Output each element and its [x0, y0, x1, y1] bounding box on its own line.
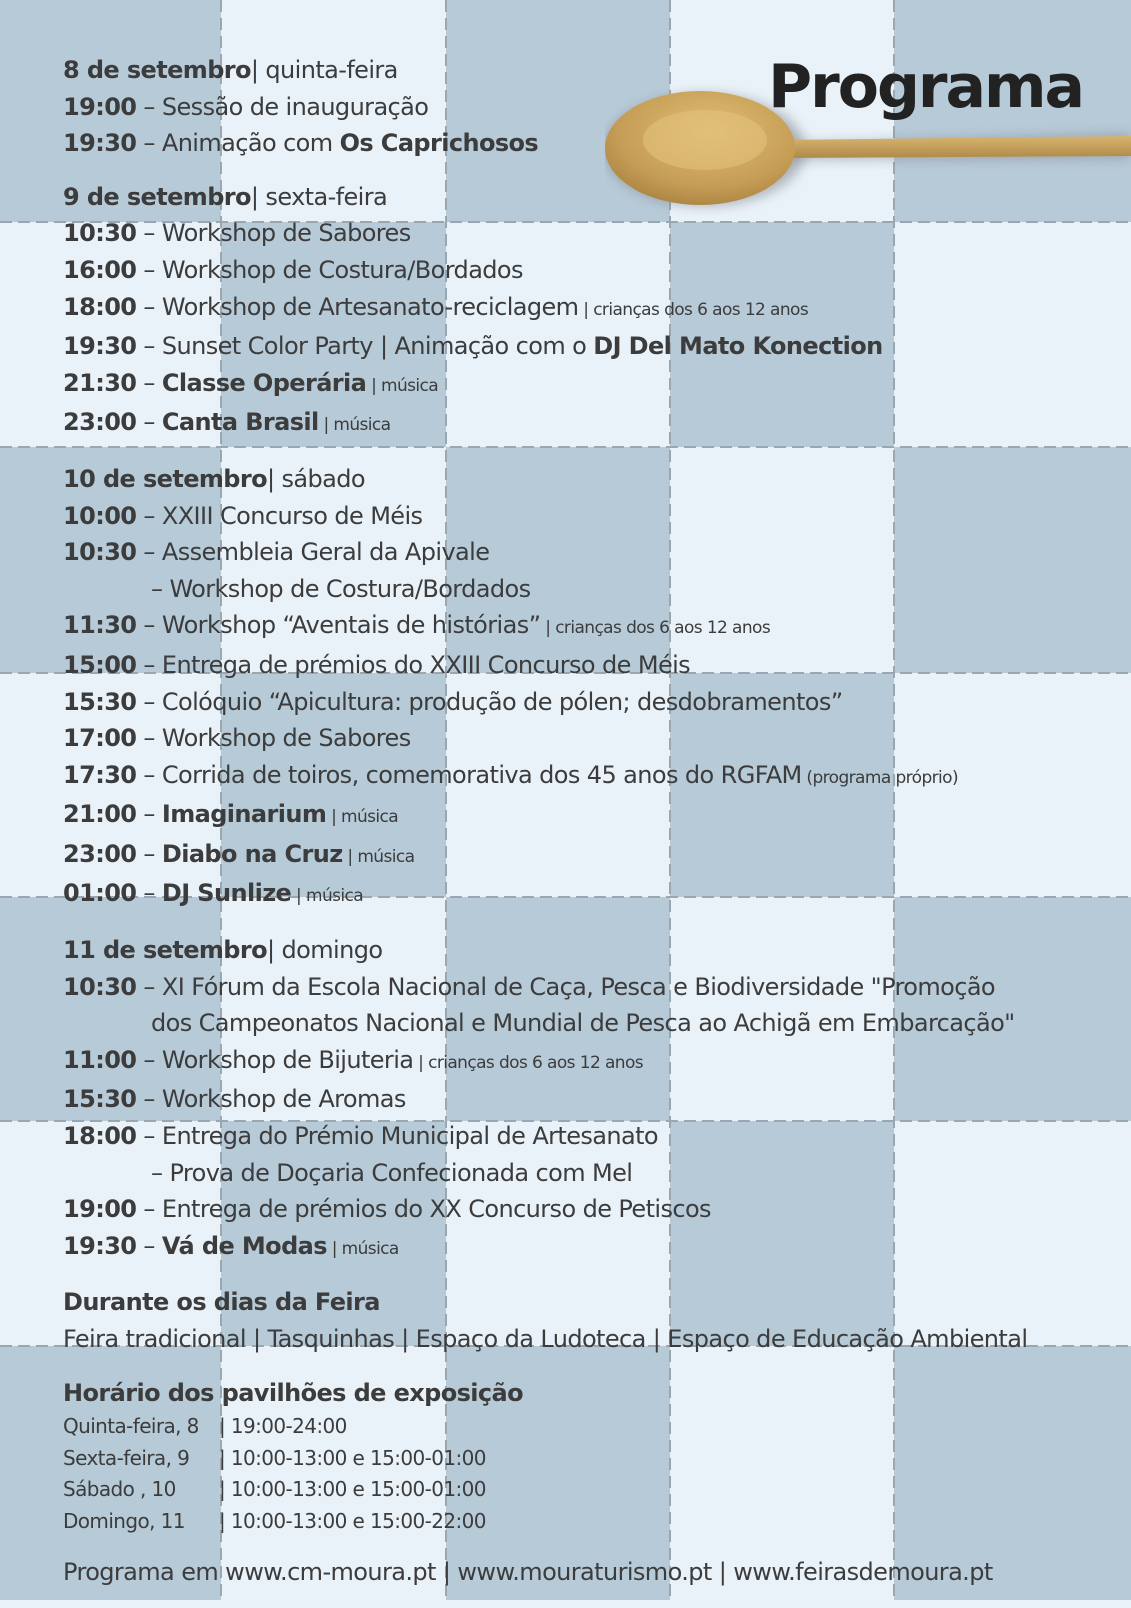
event-highlight: Canta Brasil	[161, 408, 319, 437]
hours-time: | 19:00-24:00	[219, 1414, 347, 1439]
event-dash: –	[136, 800, 162, 829]
hours-day: Sábado , 10	[63, 1477, 176, 1502]
event-time: 01:00	[63, 879, 137, 908]
event-dash: –	[151, 1158, 170, 1187]
event-time: 10:00	[63, 501, 137, 530]
event-row	[63, 125, 1103, 162]
hours-section	[63, 1375, 1103, 1538]
event-time: 19:00	[63, 1195, 137, 1224]
event-text: Entrega de prémios do XXIII Concurso de Méis	[161, 650, 691, 679]
event-dash: –	[136, 611, 162, 640]
event-highlight: Classe Operária	[161, 368, 367, 397]
event-row	[63, 647, 1103, 684]
hours-row	[63, 1474, 1103, 1506]
event-time: 16:00	[63, 255, 137, 284]
event-row	[63, 796, 1103, 836]
event-dash: –	[136, 408, 162, 437]
event-row	[63, 836, 1103, 876]
hours-time: | 10:00-13:00 e 15:00-01:00	[219, 1445, 486, 1470]
event-dash: –	[136, 129, 162, 158]
event-text: Animação com	[161, 129, 340, 158]
event-time: 11:30	[63, 611, 137, 640]
event-highlight: Diabo na Cruz	[161, 839, 343, 868]
event-time: 10:30	[63, 219, 137, 248]
event-time: 15:30	[63, 687, 137, 716]
day-date: 10 de setembro	[63, 464, 267, 493]
event-row	[63, 757, 1103, 797]
event-row	[63, 571, 1103, 608]
event-text: Entrega de prémios do XX Concurso de Petiscos	[161, 1195, 711, 1224]
event-text: Corrida de toiros, comemorativa dos 45 anos do RGFAM	[161, 760, 802, 789]
footer	[63, 1554, 1103, 1591]
hours-time: | 10:00-13:00 e 15:00-01:00	[219, 1477, 486, 1502]
hours-row	[63, 1506, 1103, 1538]
event-dash: –	[136, 92, 162, 121]
event-highlight: Vá de Modas	[161, 1231, 327, 1260]
event-time: 18:00	[63, 292, 137, 321]
hours-time: | 10:00-13:00 e 15:00-22:00	[219, 1508, 486, 1533]
day-section	[63, 932, 1103, 1267]
event-text: Colóquio “Apicultura: produção de pólen; desdobramentos”	[161, 687, 843, 716]
event-dash: –	[136, 1231, 162, 1260]
event-row	[63, 1155, 1103, 1192]
day-heading	[63, 932, 1103, 969]
event-row	[63, 215, 1103, 252]
event-time: 10:30	[63, 972, 137, 1001]
event-text: Prova de Doçaria Confecionada com Mel	[169, 1158, 633, 1187]
event-text: Entrega do Prémio Municipal de Artesanato	[161, 1122, 659, 1151]
event-dash: –	[136, 292, 162, 321]
hours-heading: Horário dos pavilhões de exposição	[63, 1378, 524, 1407]
event-time: 19:00	[63, 92, 137, 121]
event-text: XI Fórum da Escola Nacional de Caça, Pesca e Biodiversidade "Promoção	[161, 972, 996, 1001]
hours-day: Sexta-feira, 9	[63, 1445, 190, 1470]
day-section	[63, 52, 1103, 162]
event-highlight: DJ Del Mato Konection	[593, 332, 883, 361]
event-dash: –	[136, 368, 162, 397]
event-row	[63, 252, 1103, 289]
hours-day: Domingo, 11	[63, 1508, 185, 1533]
event-time: 19:30	[63, 129, 137, 158]
day-section	[63, 179, 1103, 444]
event-text: Sunset Color Party | Animação com o	[161, 332, 594, 361]
event-dash: –	[136, 1085, 162, 1114]
event-row	[63, 1005, 1103, 1042]
event-dash: –	[136, 255, 162, 284]
event-text: Workshop de Bijuteria	[161, 1045, 414, 1074]
event-dash: –	[136, 972, 162, 1001]
hours-row	[63, 1411, 1103, 1443]
day-weekday: | domingo	[267, 936, 383, 965]
event-time: 17:00	[63, 724, 137, 753]
event-time: 17:30	[63, 760, 137, 789]
during-text: Feira tradicional | Tasquinhas | Espaço da Ludoteca | Espaço de Educação Ambiental	[63, 1325, 1028, 1353]
event-time: 23:00	[63, 839, 137, 868]
hours-day: Quinta-feira, 8	[63, 1414, 199, 1439]
event-note: | música	[326, 807, 399, 828]
event-text: Assembleia Geral da Apivale	[161, 538, 490, 567]
program-content	[63, 52, 1103, 1608]
event-row	[63, 328, 1103, 365]
event-dash: –	[136, 879, 162, 908]
event-row	[63, 684, 1103, 721]
event-note: | crianças dos 6 aos 12 anos	[578, 299, 809, 320]
event-time: 18:00	[63, 1122, 137, 1151]
event-row	[63, 1191, 1103, 1228]
day-weekday: | sábado	[267, 464, 365, 493]
event-note: | crianças dos 6 aos 12 anos	[413, 1052, 644, 1073]
event-dash: –	[136, 501, 162, 530]
event-dash: –	[136, 538, 162, 567]
event-dash: –	[136, 839, 162, 868]
event-time: 10:30	[63, 538, 137, 567]
during-heading: Durante os dias da Feira	[63, 1288, 380, 1317]
event-text: Workshop de Costura/Bordados	[169, 574, 531, 603]
event-dash: –	[136, 1045, 162, 1074]
event-dash: –	[136, 760, 162, 789]
event-text: Workshop “Aventais de histórias”	[161, 611, 541, 640]
event-time: 15:00	[63, 650, 137, 679]
day-heading	[63, 461, 1103, 498]
event-row	[63, 720, 1103, 757]
event-note: | música	[366, 375, 439, 396]
event-highlight: DJ Sunlize	[161, 879, 292, 908]
event-text: XXIII Concurso de Méis	[161, 501, 423, 530]
event-row	[63, 89, 1103, 126]
event-time: 11:00	[63, 1045, 137, 1074]
event-note: | crianças dos 6 aos 12 anos	[540, 618, 771, 639]
event-time: 21:30	[63, 368, 137, 397]
event-row	[63, 365, 1103, 405]
event-text: Workshop de Sabores	[161, 219, 411, 248]
page-title: Programa	[768, 52, 1083, 122]
event-text: Workshop de Costura/Bordados	[161, 255, 523, 284]
event-note: (programa próprio)	[801, 767, 958, 788]
event-dash: –	[151, 574, 170, 603]
event-text: Sessão de inauguração	[161, 92, 429, 121]
event-dash: –	[136, 687, 162, 716]
event-highlight: Imaginarium	[161, 800, 327, 829]
event-note: | música	[318, 415, 391, 436]
event-text: Workshop de Artesanato-reciclagem	[161, 292, 579, 321]
event-time: 21:00	[63, 800, 137, 829]
event-row	[63, 607, 1103, 647]
event-time: 19:30	[63, 1231, 137, 1260]
hours-row	[63, 1443, 1103, 1475]
event-row	[63, 498, 1103, 535]
day-heading	[63, 179, 1103, 216]
event-row	[63, 1042, 1103, 1082]
event-row	[63, 1081, 1103, 1118]
event-dash: –	[136, 1122, 162, 1151]
event-dash: –	[136, 1195, 162, 1224]
day-section	[63, 461, 1103, 915]
day-weekday: | sexta-feira	[250, 182, 388, 211]
event-time: 19:30	[63, 332, 137, 361]
event-dash: –	[136, 650, 162, 679]
event-note: | música	[291, 886, 364, 907]
footer-links: Programa em www.cm-moura.pt | www.mouraturismo.pt | www.feirasdemoura.pt	[63, 1558, 993, 1587]
event-dash: –	[136, 219, 162, 248]
day-date: 11 de setembro	[63, 936, 267, 965]
day-date: 9 de setembro	[63, 182, 251, 211]
event-time: 15:30	[63, 1085, 137, 1114]
event-row	[63, 875, 1103, 915]
event-highlight: Os Caprichosos	[339, 129, 539, 158]
event-row	[63, 1228, 1103, 1268]
event-dash: –	[136, 724, 162, 753]
during-section	[63, 1284, 1103, 1357]
day-weekday: | quinta-feira	[250, 56, 398, 84]
event-text: Workshop de Sabores	[161, 724, 411, 753]
event-dash: –	[136, 332, 162, 361]
event-text: dos Campeonatos Nacional e Mundial de Pesca ao Achigã em Embarcação"	[151, 1009, 1015, 1038]
event-row	[63, 969, 1103, 1006]
event-row	[63, 1118, 1103, 1155]
event-row	[63, 404, 1103, 444]
event-row	[63, 289, 1103, 329]
event-text: Workshop de Aromas	[161, 1085, 406, 1114]
day-heading	[63, 52, 1103, 89]
event-row	[63, 534, 1103, 571]
event-note: | música	[342, 846, 415, 867]
day-date: 8 de setembro	[63, 56, 251, 84]
event-note: | música	[326, 1238, 399, 1259]
event-time: 23:00	[63, 408, 137, 437]
